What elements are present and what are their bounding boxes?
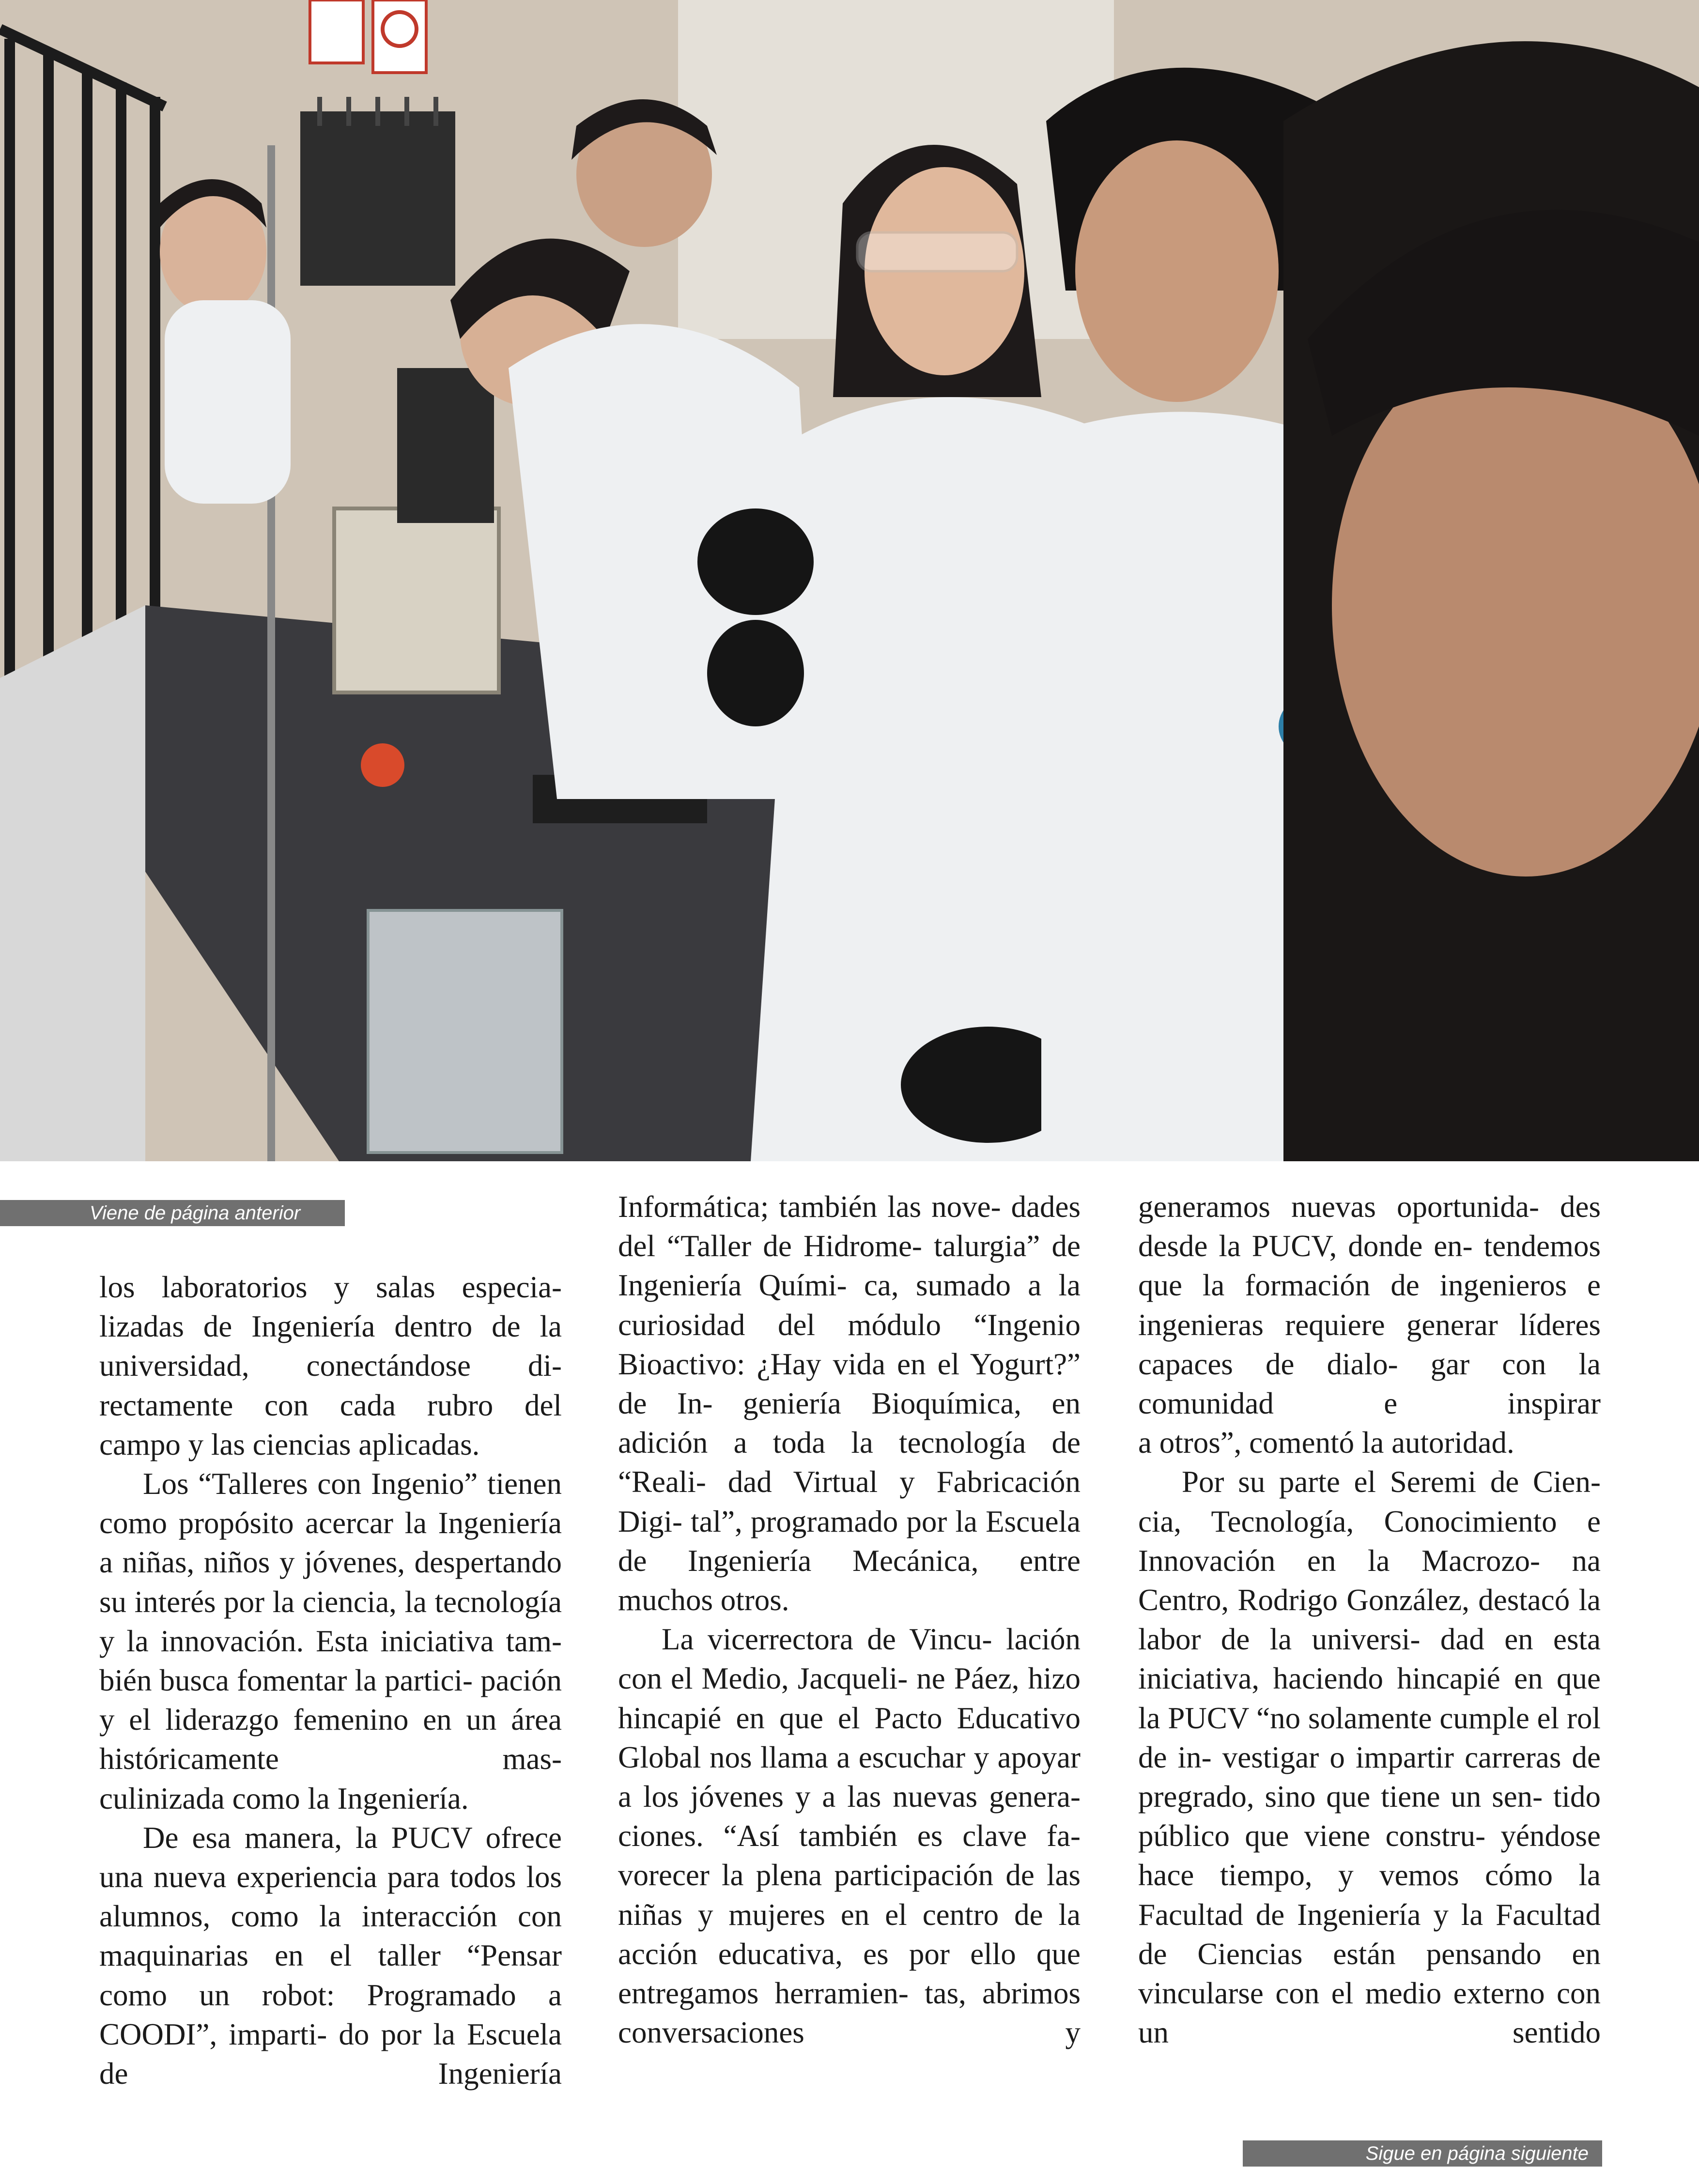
- paragraph-line: muchos otros.: [618, 1583, 789, 1617]
- paragraph: Los “Talleres con Ingenio” tienen como propósito acercar la Ingeniería a niñas, niños y jóvenes, despertando su interés por la ciencia, la tecnología y la innovación. Esta iniciativa tam- bién busca fomentar la partici- pación y el liderazgo femenino en un área históricamente mas-: [99, 1467, 562, 1776]
- paragraph: los laboratorios y salas especia- lizadas de Ingeniería dentro de la universidad, conectándose di- rectamente con cada rubro del: [99, 1270, 562, 1422]
- next-page-label: Sigue en página siguiente: [1243, 2140, 1602, 2167]
- paragraph: La vicerrectora de Vincu- lación con el Medio, Jacqueli- ne Páez, hizo hincapié en que el Pacto Educativo Global nos llama a escuchar y apoyar a los jóvenes y a las nuevas genera- ciones. “Así también es clave fa- vorecer la plena participación de las niñas y mujeres en el centro de la acción educativa, es por ello que entregamos herramien- tas, abrimos conversaciones y: [618, 1622, 1081, 2050]
- article-column-3: [1138, 1187, 1601, 2052]
- previous-page-label: Viene de página anterior: [0, 1200, 345, 1226]
- paragraph-line: culinizada como la Ingeniería.: [99, 1781, 469, 1815]
- paragraph-line: campo y las ciencias aplicadas.: [99, 1427, 480, 1461]
- paragraph: Por su parte el Seremi de Cien- cia, Tecnología, Conocimiento e Innovación en la Macrozo- na Centro, Rodrigo González, destacó la labor de la universi- dad en esta iniciativa, haciendo hincapié en que la PUCV “no solamente cumple el rol de in- vestigar o impartir carreras de pregrado, sino que tiene un sen- tido público que viene constru- yéndose hace tiempo, y vemos cómo la Facultad de Ingeniería y la Facultad de Ciencias están pensando en vincularse con el medio externo con un sentido: [1138, 1465, 1601, 2050]
- article-column-2: [618, 1187, 1081, 2052]
- paragraph: generamos nuevas oportunida- des desde la PUCV, donde en- tendemos que la formación de ingenieros e ingenieras requiere generar líderes capaces de dialo- gar con la comunidad e inspirar: [1138, 1190, 1601, 1421]
- paragraph-line: a otros”, comentó la autoridad.: [1138, 1426, 1514, 1460]
- paragraph: Informática; también las nove- dades del “Taller de Hidrome- talurgia” de Ingeniería Quími- ca, sumado a la curiosidad del módulo “Ingenio Bioactivo: ¿Hay vida en el Yogurt?” de In- geniería Bioquímica, en adición a toda la tecnología de “Reali- dad Virtual y Fabricación Digi- tal”, programado por la Escuela de Ingeniería Mecánica, entre: [618, 1190, 1081, 1578]
- paragraph: De esa manera, la PUCV ofrece una nueva experiencia para todos los alumnos, como la interacción con maquinarias en el taller “Pensar como un robot: Programado a COODI”, imparti- do por la Escuela de Ingeniería: [99, 1820, 562, 2091]
- article-column-1: [99, 1268, 562, 2093]
